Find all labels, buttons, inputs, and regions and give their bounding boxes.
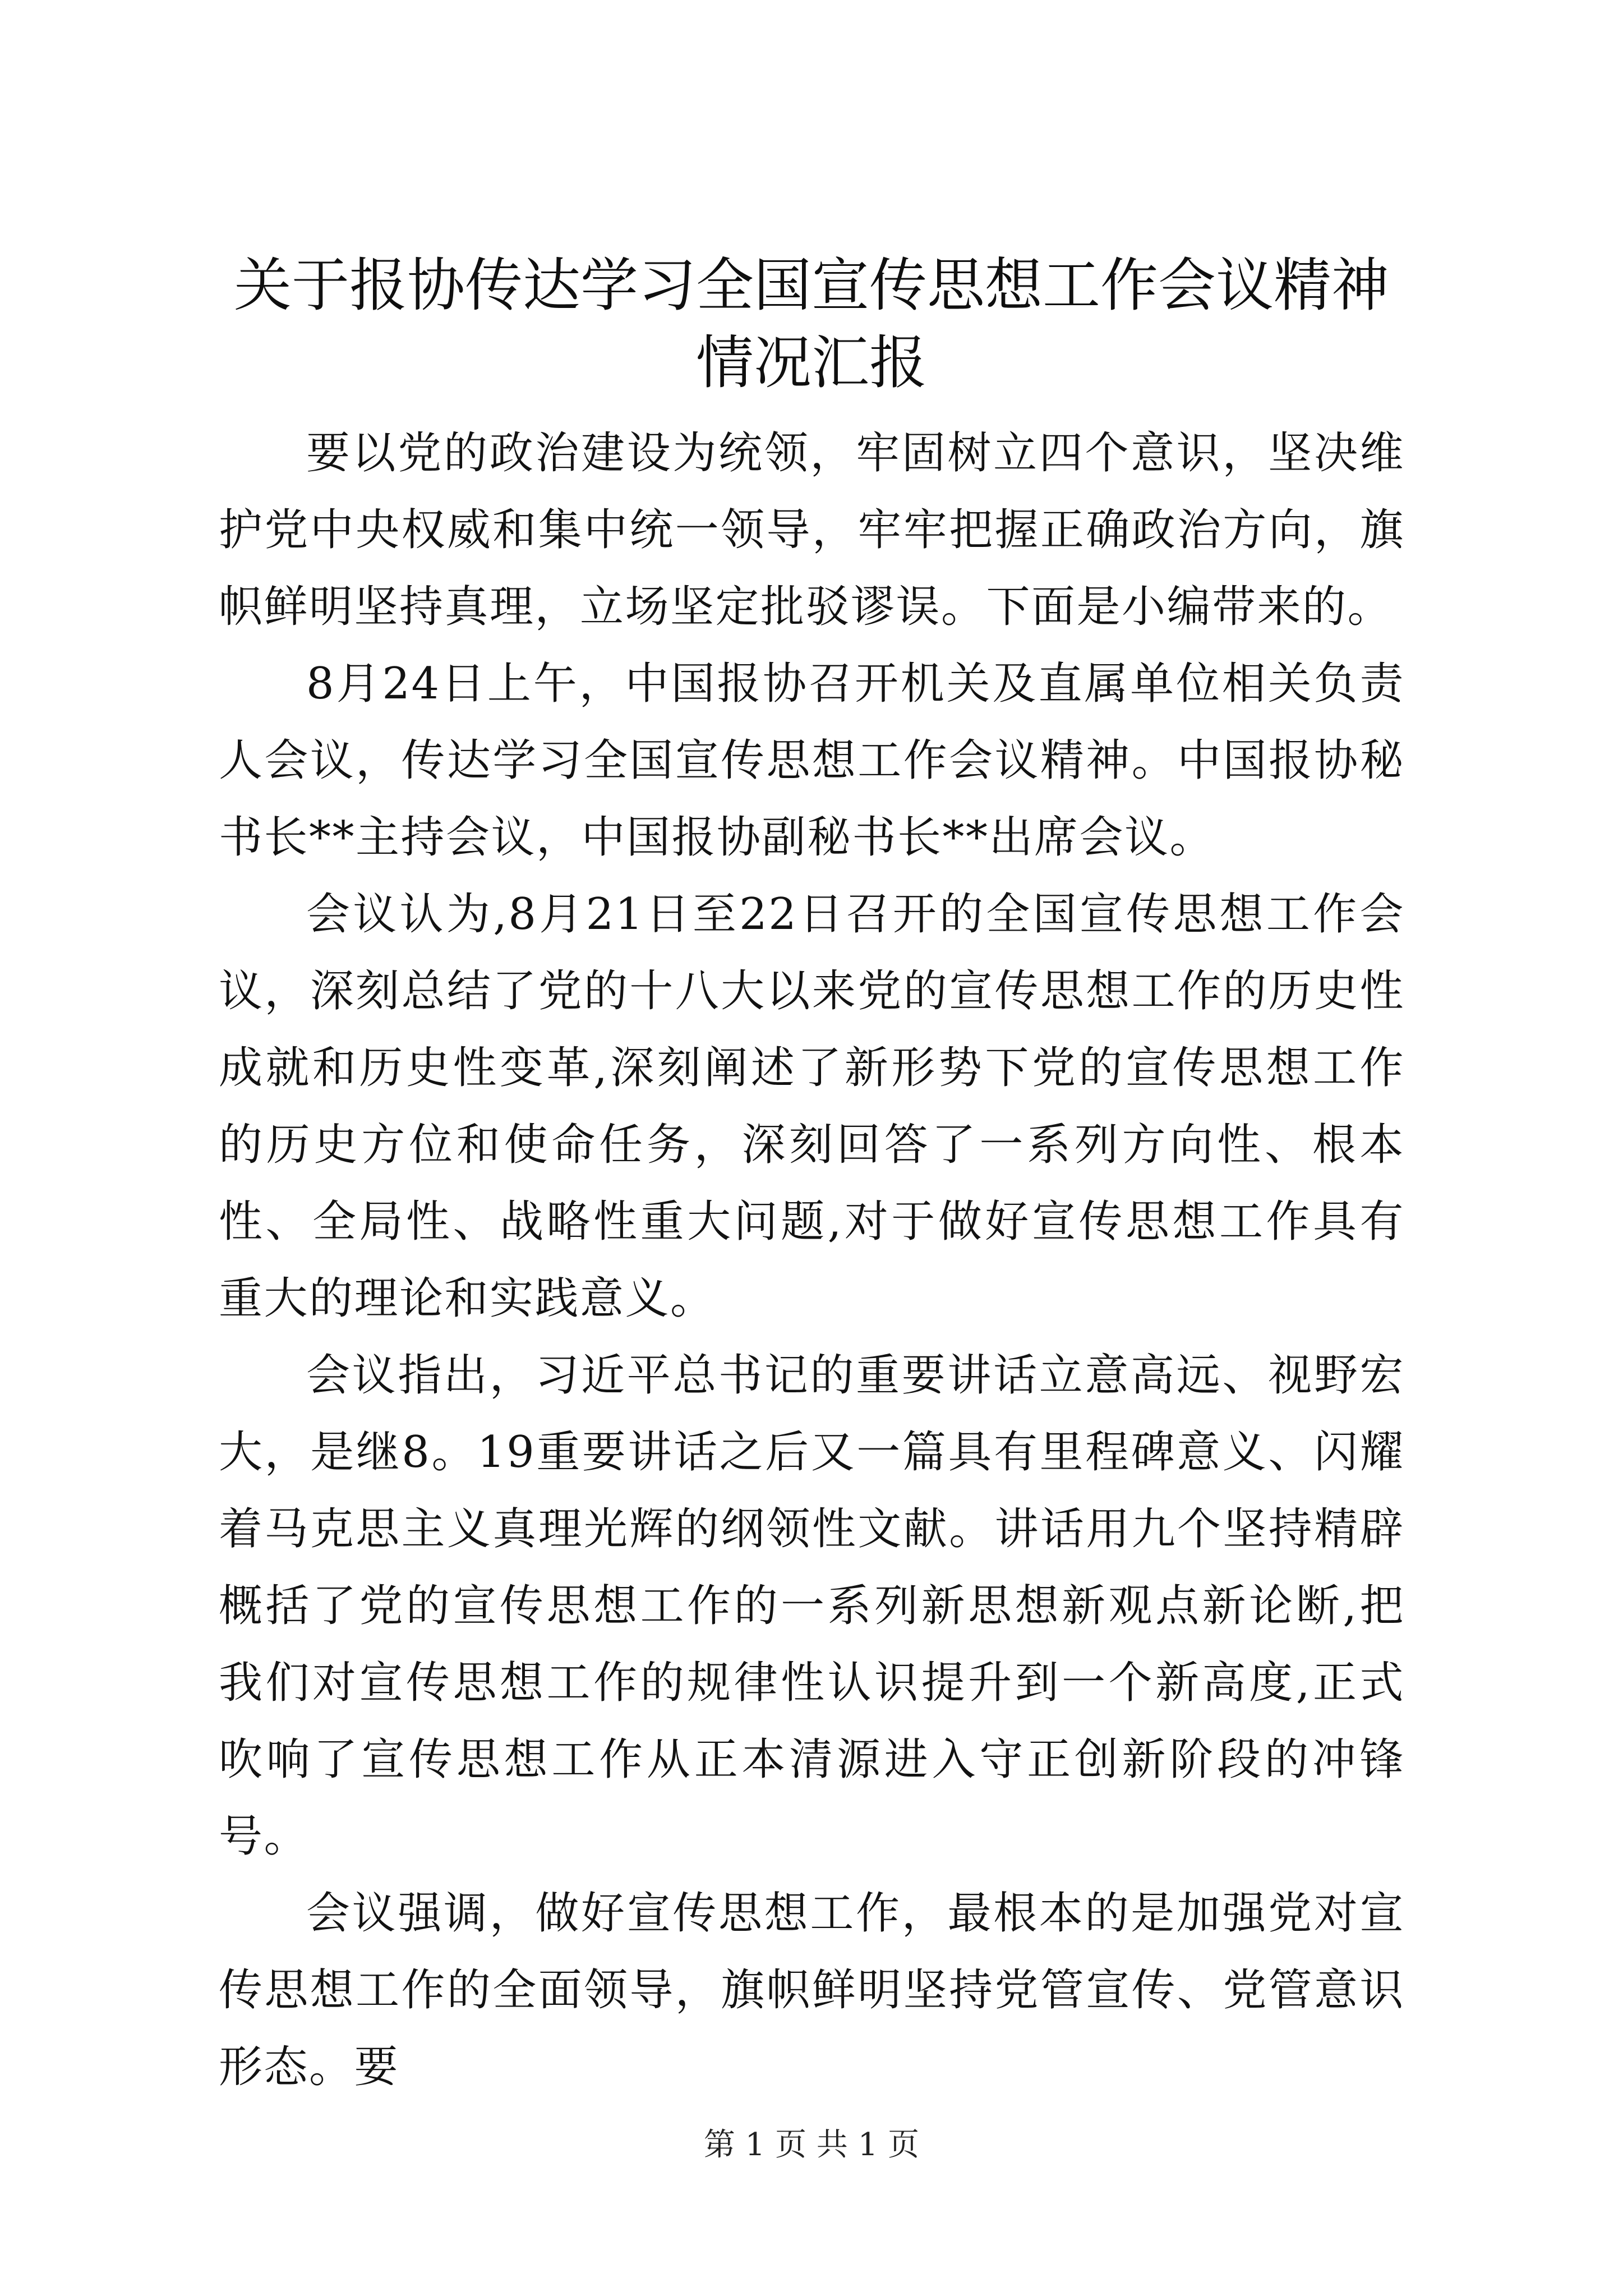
document-title: 关于报协传达学习全国宣传思想工作会议精神情况汇报 xyxy=(234,252,1389,397)
paragraph-5: 会议强调，做好宣传思想工作，最根本的是加强党对宣传思想工作的全面领导，旗帜鲜明坚持党管宣传、党管意识形态。要 xyxy=(219,1888,1405,2092)
page-footer: 第 1 页 共 1 页 xyxy=(703,2127,920,2163)
paragraph-4: 会议指出，习近平总书记的重要讲话立意高远、视野宏大，是继8。19重要讲话之后又一篇具有里程碑意义、闪耀着马克思主义真理光辉的纲领性文献。讲话用九个坚持精辟概括了党的宣传思想工作的一系列新思想新观点新论断,把我们对宣传思想工作的规律性认识提升到一个新高度,正式吹响了宣传思想工作从正本清源进入守正创新阶段的冲锋号。 xyxy=(219,1350,1405,1862)
paragraph-3: 会议认为,8月21日至22日召开的全国宣传思想工作会议，深刻总结了党的十八大以来党的宣传思想工作的历史性成就和历史性变革,深刻阐述了新形势下党的宣传思想工作的历史方位和使命任务，深刻回答了一系列方向性、根本性、全局性、战略性重大问题,对于做好宣传思想工作具有重大的理论和实践意义。 xyxy=(219,889,1405,1324)
paragraph-1: 要以党的政治建设为统领，牢固树立四个意识，坚决维护党中央权威和集中统一领导，牢牢把握正确政治方向，旗帜鲜明坚持真理，立场坚定批驳谬误。下面是小编带来的。 xyxy=(219,428,1405,632)
document-body xyxy=(219,415,1405,2106)
paragraph-2: 8月24日上午，中国报协召开机关及直属单位相关负责人会议，传达学习全国宣传思想工作会议精神。中国报协秘书长**主持会议，中国报协副秘书长**出席会议。 xyxy=(219,659,1405,863)
